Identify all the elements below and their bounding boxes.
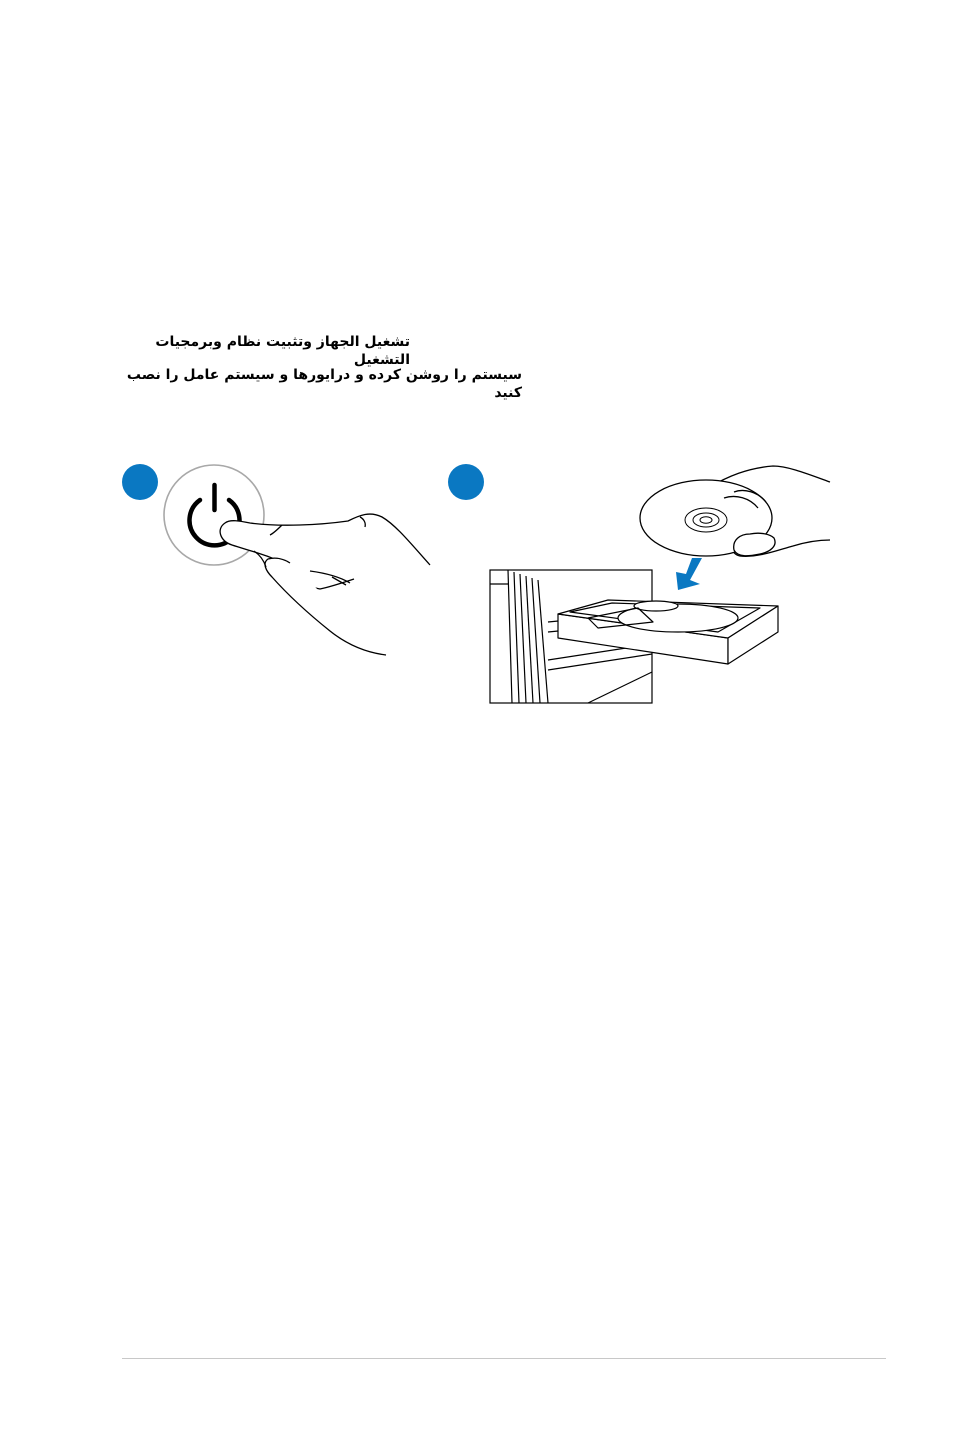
- insert-arrow-icon: [676, 558, 702, 590]
- power-button-illustration: [150, 455, 450, 660]
- finger-icon: [220, 514, 430, 655]
- optical-drive-illustration: [488, 462, 838, 707]
- step-2-badge: [448, 464, 484, 500]
- heading-arabic: تشغيل الجهاز وتثبيت نظام وبرمجيات التشغيل: [155, 334, 410, 368]
- footer-divider: [122, 1358, 886, 1359]
- heading-persian: سیستم را روشن کرده و درایورها و سیستم عامل را نصب کنید: [126, 367, 522, 401]
